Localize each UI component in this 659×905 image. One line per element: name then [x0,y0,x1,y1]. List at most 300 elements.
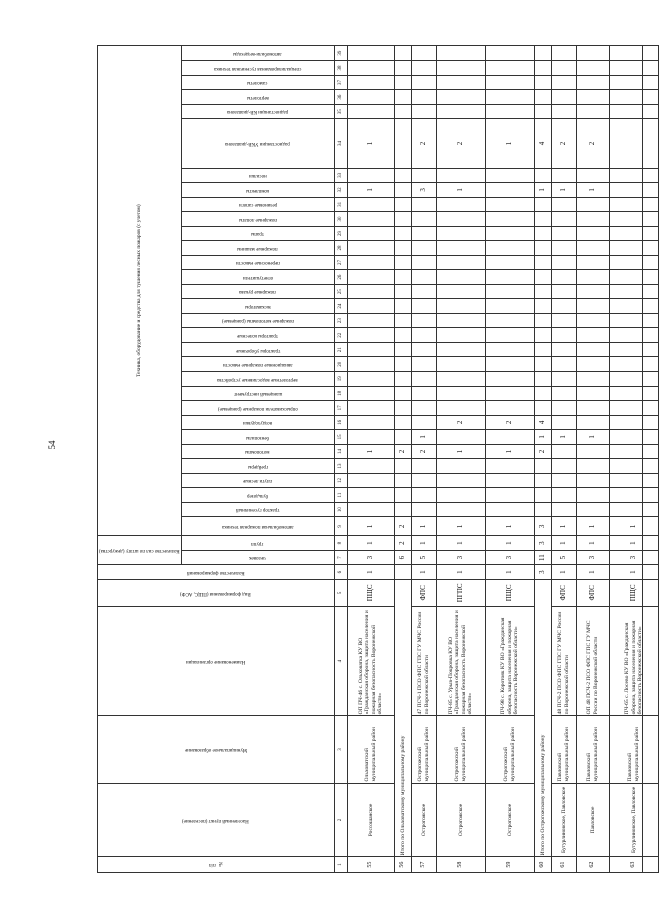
cell-col35 [485,104,534,119]
cell-num: 55 [347,857,394,873]
cell-vehicles: 3 [534,536,551,551]
cell-col10 [551,502,576,517]
cell-col37 [394,75,411,90]
cell-col30 [347,212,394,227]
cell-col13 [609,459,658,474]
cell-col20 [436,357,485,372]
table-row [551,46,576,873]
cell-col23 [534,313,551,328]
cell-col28 [394,241,411,256]
cell-col33 [411,168,436,183]
cell-col25 [436,284,485,299]
cell-col29 [394,226,411,241]
cell-col13 [551,459,576,474]
cell-col33 [436,168,485,183]
cell-municipality: Острогожский муниципальный район [436,716,485,783]
cell-col36 [576,90,609,105]
cell-col16 [394,415,411,430]
cell-people: 3 [485,550,534,565]
cell-col12 [347,473,394,488]
cell-col24 [576,299,609,314]
cell-count [394,565,411,580]
cell-people: 6 [394,550,411,565]
cell-col38 [411,61,436,76]
col-number: 17 [334,401,347,416]
cell-col32 [394,183,411,198]
cell-col10 [485,502,534,517]
header-col28: пожарные машины [181,241,334,256]
col-number: 20 [334,357,347,372]
cell-col21 [485,342,534,357]
col-number: 31 [334,197,347,212]
cell-col25 [485,284,534,299]
cell-num: 57 [411,857,436,873]
col-number: 4 [334,606,347,716]
cell-col19 [551,372,576,387]
cell-col31 [347,197,394,212]
header-col37: самолеты [181,75,334,90]
cell-col18 [436,386,485,401]
cell-col22 [534,328,551,343]
cell-col9: 1 [411,517,436,536]
cell-col16 [576,415,609,430]
cell-col32: 1 [551,183,576,198]
cell-count: 1 [609,565,658,580]
cell-col14 [576,444,609,459]
cell-col25 [551,284,576,299]
cell-count: 1 [347,565,394,580]
cell-vehicles: 1 [485,536,534,551]
cell-col35 [534,104,551,119]
cell-col37 [347,75,394,90]
col-number: 14 [334,444,347,459]
cell-col23 [411,313,436,328]
cell-num: 61 [551,857,576,873]
cell-col39 [485,46,534,61]
cell-col37 [551,75,576,90]
cell-col18 [609,386,658,401]
cell-col34: 2 [436,119,485,168]
cell-col38 [609,61,658,76]
col-number: 5 [334,579,347,606]
cell-col21 [436,342,485,357]
cell-col32: 1 [347,183,394,198]
header-col13: грейдеры [181,459,334,474]
cell-col20 [485,357,534,372]
cell-col12 [576,473,609,488]
cell-col10 [436,502,485,517]
cell-col38 [576,61,609,76]
cell-col14: 1 [436,444,485,459]
col-number: 8 [334,536,347,551]
cell-col23 [347,313,394,328]
cell-col39 [347,46,394,61]
cell-count: 1 [551,565,576,580]
col-number: 21 [334,342,347,357]
cell-organization: ПЧ-65 с. Лосево КУ ВО «Гражданская оборона, защита населения и пожарная безопасность Воронежской области» [609,606,658,716]
cell-col36 [551,90,576,105]
cell-col38 [485,61,534,76]
col-number: 13 [334,459,347,474]
cell-col31 [609,197,658,212]
cell-col24 [347,299,394,314]
col-number: 6 [334,565,347,580]
cell-col27 [411,255,436,270]
cell-col27 [576,255,609,270]
header-col12: плуги лесные [181,473,334,488]
header-num: № п/п [98,857,335,873]
cell-col30 [534,212,551,227]
cell-col21 [576,342,609,357]
cell-col22 [485,328,534,343]
table-row [576,46,609,873]
col-number: 36 [334,90,347,105]
cell-col25 [394,284,411,299]
cell-col14 [609,444,658,459]
cell-num: 62 [576,857,609,873]
cell-col25 [609,284,658,299]
cell-col38 [534,61,551,76]
cell-col22 [411,328,436,343]
cell-col30 [436,212,485,227]
cell-formation-type: ФПС [576,579,609,606]
cell-people: 5 [551,550,576,565]
cell-col9: 1 [576,517,609,536]
cell-col34: 2 [576,119,609,168]
table-row [609,46,658,873]
cell-col19 [347,372,394,387]
cell-col9: 1 [436,517,485,536]
cell-col37 [609,75,658,90]
cell-col33 [394,168,411,183]
cell-col29 [485,226,534,241]
cell-vehicles: 1 [411,536,436,551]
cell-col14: 2 [534,444,551,459]
cell-formation-type: ПЩС [609,579,658,606]
cell-col19 [576,372,609,387]
header-locality: Населенный пункт (поселение) [98,783,335,857]
cell-locality: Бутурлиновское, Павловское [609,783,658,857]
cell-municipality: Ольховатский муниципальный район [347,716,394,783]
cell-col15 [485,430,534,445]
cell-col20 [609,357,658,372]
cell-col20 [551,357,576,372]
cell-locality: Острогожское [436,783,485,857]
cell-num: 56 [394,857,411,873]
cell-col27 [485,255,534,270]
cell-col25 [411,284,436,299]
col-number: 12 [334,473,347,488]
cell-formation-type: ПГПС [436,579,485,606]
cell-locality: Острогожское [411,783,436,857]
header-vehicles: групп [181,536,334,551]
cell-col31 [436,197,485,212]
cell-col9: 1 [551,517,576,536]
cell-col32: 3 [411,183,436,198]
table-row-total [534,46,551,873]
cell-municipality: Острогожский муниципальный район [485,716,534,783]
cell-col9: 1 [485,517,534,536]
cell-col21 [411,342,436,357]
cell-col34: 4 [534,119,551,168]
cell-col9: 1 [609,517,658,536]
cell-formation-type: ПЩС [347,579,394,606]
cell-col25 [576,284,609,299]
header-equipment-group: Техника, оборудование и средства для тушения лесных пожаров (с учетом) [98,46,182,536]
cell-col30 [576,212,609,227]
cell-formation-type: ПЩС [485,579,534,606]
cell-col28 [551,241,576,256]
cell-col22 [551,328,576,343]
cell-locality: Острогожское [485,783,534,857]
cell-col33 [534,168,551,183]
cell-col23 [551,313,576,328]
col-number: 28 [334,241,347,256]
cell-col31 [551,197,576,212]
cell-col28 [436,241,485,256]
cell-col31 [534,197,551,212]
cell-col25 [347,284,394,299]
cell-people: 3 [347,550,394,565]
cell-col16 [411,415,436,430]
cell-col21 [347,342,394,357]
cell-col26 [534,270,551,285]
cell-col27 [551,255,576,270]
cell-col27 [347,255,394,270]
cell-col17 [551,401,576,416]
cell-people: 11 [534,550,551,565]
cell-col15 [436,430,485,445]
cell-col19 [485,372,534,387]
cell-col24 [534,299,551,314]
cell-col39 [436,46,485,61]
cell-col12 [551,473,576,488]
cell-col30 [485,212,534,227]
cell-people: 3 [609,550,658,565]
table-row [485,46,534,873]
col-number: 34 [334,119,347,168]
cell-organization: ОП 48 ПСЧ-2 ПСО ФПС ГПС ГУ МЧС России по Воронежской области [576,606,609,716]
cell-col16: 2 [436,415,485,430]
cell-col13 [347,459,394,474]
cell-col24 [411,299,436,314]
cell-col34 [609,119,658,168]
cell-col13 [485,459,534,474]
cell-col18 [551,386,576,401]
cell-vehicles: 1 [609,536,658,551]
cell-col17 [609,401,658,416]
cell-col19 [411,372,436,387]
cell-col27 [609,255,658,270]
header-personnel: Количество формирований [98,565,335,580]
cell-col33 [609,168,658,183]
col-number: 7 [334,550,347,565]
cell-col36 [609,90,658,105]
cell-total-label: Итого по Острогожскому муниципальному району [534,579,551,856]
cell-col22 [347,328,394,343]
header-col34: радиостанции УКВ-диапазона [181,119,334,168]
cell-col26 [436,270,485,285]
cell-col30 [551,212,576,227]
cell-col32 [485,183,534,198]
cell-col13 [436,459,485,474]
header-col9: автомобильная пожарная техника [181,517,334,536]
cell-col14: 2 [411,444,436,459]
col-number: 1 [334,857,347,873]
cell-col18 [394,386,411,401]
cell-col28 [411,241,436,256]
cell-col12 [436,473,485,488]
cell-col23 [436,313,485,328]
header-col18: шанцевый инструмент [181,386,334,401]
cell-col22 [436,328,485,343]
col-number: 10 [334,502,347,517]
cell-col10 [534,502,551,517]
cell-col26 [411,270,436,285]
cell-col24 [485,299,534,314]
cell-people: 3 [576,550,609,565]
cell-col30 [411,212,436,227]
header-col30: пожарные лопаты [181,212,334,227]
header-col32: комплекты [181,183,334,198]
cell-col36 [534,90,551,105]
cell-col31 [576,197,609,212]
header-col22: тракторы колесные [181,328,334,343]
cell-col17 [394,401,411,416]
cell-col28 [485,241,534,256]
cell-col27 [436,255,485,270]
cell-col37 [576,75,609,90]
cell-col23 [576,313,609,328]
cell-locality: Павловское [576,783,609,857]
cell-col25 [534,284,551,299]
cell-col19 [609,372,658,387]
cell-col34: 2 [551,119,576,168]
cell-col35 [394,104,411,119]
cell-col12 [411,473,436,488]
cell-col15 [347,430,394,445]
cell-col16 [609,415,658,430]
cell-col22 [576,328,609,343]
cell-col19 [394,372,411,387]
cell-col24 [436,299,485,314]
cell-col35 [411,104,436,119]
cell-col18 [347,386,394,401]
cell-col11 [534,488,551,503]
cell-col21 [394,342,411,357]
cell-col29 [347,226,394,241]
table-row [411,46,436,873]
cell-vehicles: 1 [576,536,609,551]
cell-col26 [485,270,534,285]
cell-locality: Бутурлиновское, Павловское [551,783,576,857]
cell-col33 [576,168,609,183]
header-col35: радиостанции КВ-диапазона [181,104,334,119]
cell-organization: 48 ПСЧ-2 ПСО ФПС ГПС ГУ МЧС России по Воронежской области [551,606,576,716]
cell-municipality: Острогожский муниципальный район [411,716,436,783]
cell-municipality: Павловский муниципальный район [551,716,576,783]
cell-count: 1 [485,565,534,580]
cell-municipality: Павловский муниципальный район [576,716,609,783]
cell-col14: 2 [394,444,411,459]
header-col29: трапы [181,226,334,241]
cell-col20 [347,357,394,372]
cell-col16 [551,415,576,430]
cell-col15 [394,430,411,445]
header-group-row [98,46,182,873]
cell-col34: 2 [411,119,436,168]
cell-col24 [609,299,658,314]
header-col27: переносные емкости [181,255,334,270]
cell-col38 [347,61,394,76]
cell-col12 [485,473,534,488]
cell-col20 [411,357,436,372]
col-number: 18 [334,386,347,401]
cell-col19 [436,372,485,387]
cell-col16 [347,415,394,430]
cell-col36 [394,90,411,105]
cell-col16: 2 [485,415,534,430]
col-number: 2 [334,783,347,857]
cell-col17 [411,401,436,416]
cell-col11 [609,488,658,503]
cell-col12 [394,473,411,488]
cell-col18 [534,386,551,401]
cell-col17 [347,401,394,416]
cell-col32: 1 [534,183,551,198]
cell-col22 [394,328,411,343]
cell-col22 [609,328,658,343]
cell-col10 [576,502,609,517]
cell-col28 [534,241,551,256]
cell-col38 [436,61,485,76]
header-formation-type: Вид формирования (ПЩС, АСФ) [98,579,335,606]
cell-col17 [485,401,534,416]
header-col39: автомобили-вездеходы [181,46,334,61]
page-number: 54 [47,440,57,450]
header-col21: тракторы уборочные [181,342,334,357]
header-col24: экскаваторы [181,299,334,314]
cell-formation-type: ФПС [411,579,436,606]
header-col17: опрыскиватели пожарные (ранцевые) [181,401,334,416]
cell-col26 [609,270,658,285]
col-number: 32 [334,183,347,198]
cell-col32: 1 [576,183,609,198]
cell-col26 [347,270,394,285]
cell-col37 [411,75,436,90]
cell-col29 [576,226,609,241]
col-number: 27 [334,255,347,270]
cell-col20 [534,357,551,372]
col-number: 29 [334,226,347,241]
header-col16: воздуходувки [181,415,334,430]
cell-col14 [551,444,576,459]
cell-col33 [551,168,576,183]
cell-col36 [485,90,534,105]
cell-people: 5 [411,550,436,565]
cell-col10 [609,502,658,517]
col-number: 38 [334,61,347,76]
cell-col32 [609,183,658,198]
col-number: 23 [334,313,347,328]
header-personnel-group: Количество сил по штату (дежурства) [98,536,182,565]
cell-col9: 3 [534,517,551,536]
table-row [436,46,485,873]
cell-col32: 1 [436,183,485,198]
cell-col24 [551,299,576,314]
cell-col30 [394,212,411,227]
col-number: 35 [334,104,347,119]
